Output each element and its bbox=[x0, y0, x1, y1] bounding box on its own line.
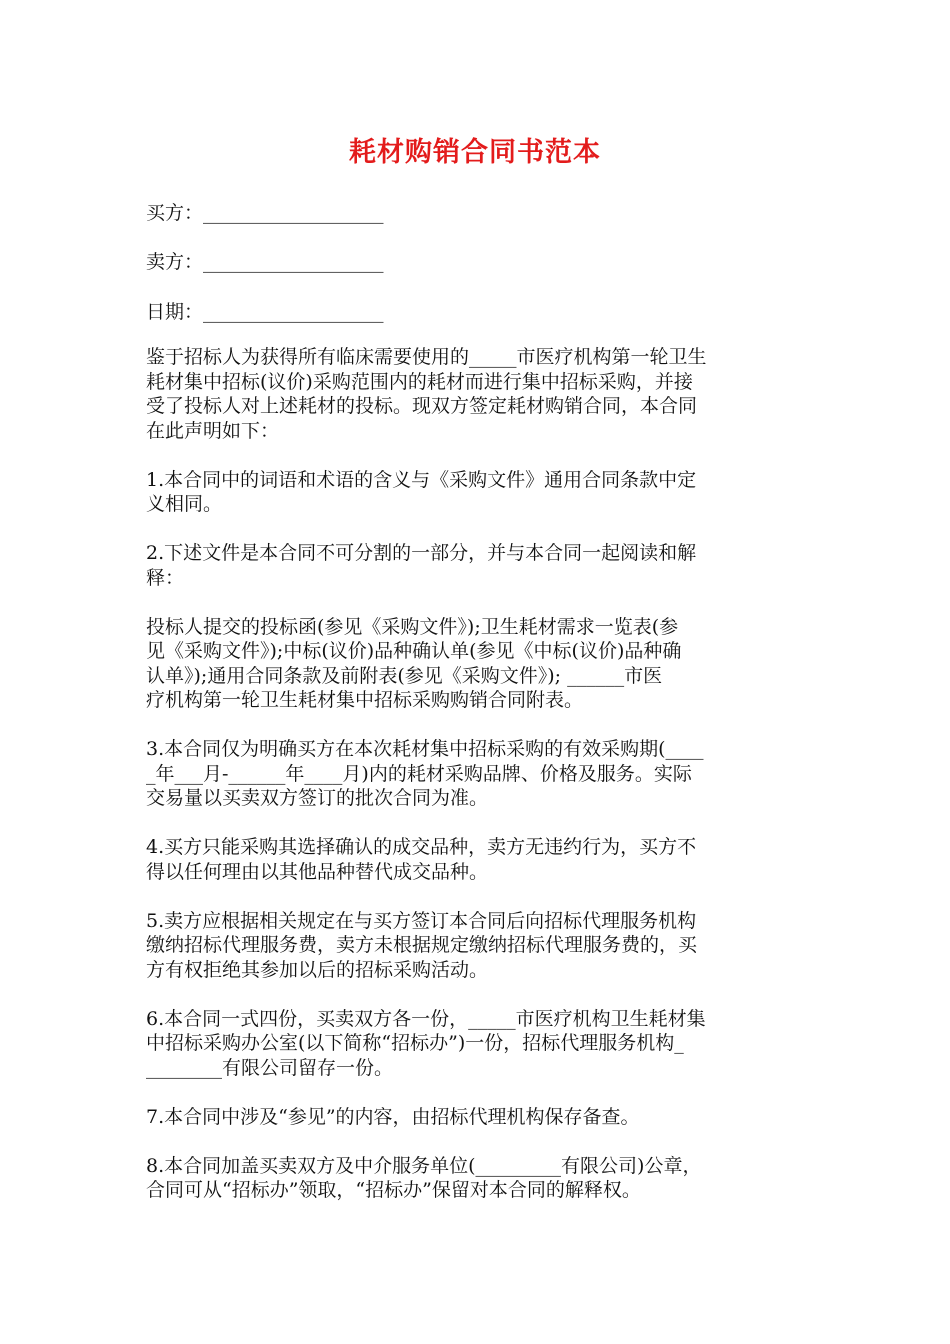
clause-1: 1.本合同中的词语和术语的含义与《采购文件》通用合同条款中定 义相同。 bbox=[146, 468, 697, 515]
clause-3: 3.本合同仅为明确买方在本次耗材集中招标采购的有效采购期(____ _年___月-______年____月)内的耗材采购品牌、价格及服务。实际 交易量以买卖双方签订的批次合同为准。 bbox=[146, 738, 704, 809]
clause-7: 7.本合同中涉及“参见”的内容，由招标代理机构保存备查。 bbox=[146, 1105, 640, 1128]
buyer-field: 买方：___________________ bbox=[146, 202, 384, 224]
clause-2: 2.下述文件是本合同不可分割的一部分，并与本合同一起阅读和解 释： bbox=[146, 542, 697, 589]
clause-2-documents: 投标人提交的投标函(参见《采购文件》);卫生耗材需求一览表(参 见《采购文件》);中标(议价)品种确认单(参见《中标(议价)品种确 认单》);通用合同条款及前附表(参见《采购文件》); ______市医 疗机构第一轮卫生耗材集中招标采购购销合同附表。 bbox=[146, 615, 682, 711]
seller-field: 卖方：___________________ bbox=[146, 251, 384, 273]
preamble-paragraph: 鉴于招标人为获得所有临床需要使用的_____市医疗机构第一轮卫生 耗材集中招标(议价)采购范围内的耗材而进行集中招标采购，并接 受了投标人对上述耗材的投标。现双方签定耗材购销合同，本合同 在此声明如下： bbox=[146, 346, 707, 442]
clause-6: 6.本合同一式四份，买卖双方各一份，_____市医疗机构卫生耗材集 中招标采购办公室(以下简称“招标办”)一份，招标代理服务机构_ ________有限公司留存一份。 bbox=[146, 1007, 706, 1079]
date-field: 日期：___________________ bbox=[146, 301, 384, 323]
clause-8: 8.本合同加盖买卖双方及中介服务单位(_________有限公司)公章， 合同可从“招标办”领取，“招标办”保留对本合同的解释权。 bbox=[146, 1154, 702, 1201]
document-title: 耗材购销合同书范本 bbox=[349, 137, 601, 168]
clause-5: 5.卖方应根据相关规定在与买方签订本合同后向招标代理服务机构 缴纳招标代理服务费，卖方未根据规定缴纳招标代理服务费的，买 方有权拒绝其参加以后的招标采购活动。 bbox=[146, 909, 698, 981]
clause-4: 4.买方只能采购其选择确认的成交品种，卖方无违约行为，买方不 得以任何理由以其他品种替代成交品种。 bbox=[146, 836, 697, 883]
contract-body bbox=[146, 345, 808, 1227]
